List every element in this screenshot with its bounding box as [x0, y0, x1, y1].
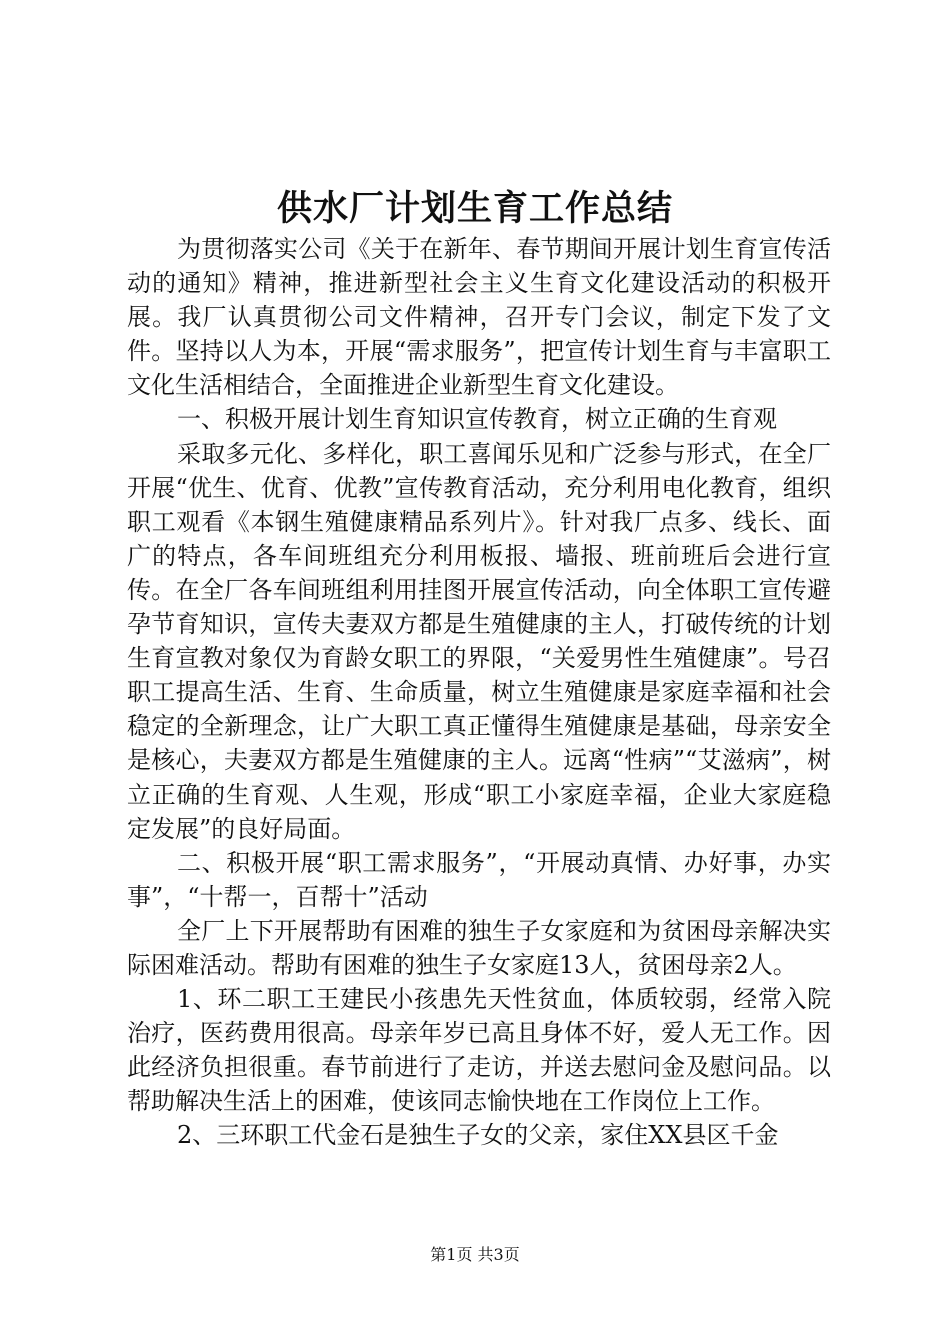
paragraph-intro: 为贯彻落实公司《关于在新年、春节期间开展计划生育宣传活动的通知》精神，推进新型社会主义生育文化建设活动的积极开展。我厂认真贯彻公司文件精神，召开专门会议，制定下发了文件。坚持以人为本，开展“需求服务”，把宣传计划生育与丰富职工文化生活相结合，全面推进企业新型生育文化建设。 — [127, 235, 831, 400]
document-title: 供水厂计划生育工作总结 — [276, 188, 673, 229]
section-heading-1: 一、积极开展计划生育知识宣传教育，树立正确的生育观 — [177, 405, 777, 434]
paragraph-item-1: 1、环二职工王建民小孩患先天性贫血，体质较弱，经常入院治疗，医药费用很高。母亲年岁已高且身体不好，爱人无工作。因此经济负担很重。春节前进行了走访，并送去慰问金及慰问品。以帮助解决生活上的困难，使该同志愉快地在工作岗位上工作。 — [127, 985, 831, 1116]
paragraph-section-1: 采取多元化、多样化，职工喜闻乐见和广泛参与形式，在全厂开展“优生、优育、优教”宣传教育活动，充分利用电化教育，组织职工观看《本钢生殖健康精品系列片》。针对我厂点多、线长、面广的特点，各车间班组充分利用板报、墙报、班前班后会进行宣传。在全厂各车间班组利用挂图开展宣传活动，向全体职工宣传避孕节育知识，宣传夫妻双方都是生殖健康的主人，打破传统的计划生育宣教对象仅为育龄女职工的界限，“关爱男性生殖健康”。号召职工提高生活、生育、生命质量，树立生殖健康是家庭幸福和社会稳定的全新理念，让广大职工真正懂得生殖健康是基础，母亲安全是核心，夫妻双方都是生殖健康的主人。远离“性病”“艾滋病”，树立正确的生育观、人生观，形成“职工小家庭幸福，企业大家庭稳定发展”的良好局面。 — [127, 439, 831, 843]
document-body — [127, 232, 831, 1153]
paragraph-section-2: 全厂上下开展帮助有困难的独生子女家庭和为贫困母亲解决实际困难活动。帮助有困难的独生子女家庭13人，贫困母亲2人。 — [127, 916, 831, 979]
page-number-footer: 第1页 共3页 — [430, 1245, 520, 1264]
section-heading-2: 二、积极开展“职工需求服务”，“开展动真情、办好事，办实事”，“十帮一，百帮十”活动 — [127, 848, 831, 911]
paragraph-item-2: 2、三环职工代金石是独生子女的父亲，家住XX县区千金 — [177, 1121, 779, 1150]
